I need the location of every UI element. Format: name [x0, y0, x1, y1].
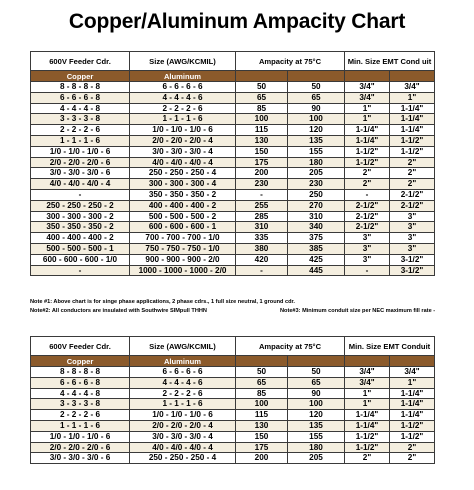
subheader-conduit-copper	[345, 356, 390, 367]
cell-conduit-copper: 3"	[345, 243, 390, 254]
cell-conduit-copper: 3/4"	[345, 367, 390, 378]
cell-ampacity-aluminum: 50	[288, 82, 345, 93]
cell-aluminum-feeder: 900 - 900 - 900 - 2/0	[130, 254, 236, 265]
cell-aluminum-feeder: 500 - 500 - 500 - 2	[130, 211, 236, 222]
table-row	[31, 189, 435, 200]
cell-ampacity-copper: 335	[236, 233, 288, 244]
cell-copper-feeder: 600 - 600 - 600 - 1/0	[31, 254, 130, 265]
cell-ampacity-copper: 130	[236, 135, 288, 146]
subheader-conduit-aluminum	[390, 71, 435, 82]
table-row	[31, 125, 435, 136]
table-row	[31, 82, 435, 93]
subheader-ampacity-copper	[236, 71, 288, 82]
cell-ampacity-aluminum: 90	[288, 103, 345, 114]
cell-aluminum-feeder: 300 - 300 - 300 - 4	[130, 179, 236, 190]
cell-copper-feeder: -	[31, 189, 130, 200]
cell-copper-feeder: 3/0 - 3/0 - 3/0 - 6	[31, 168, 130, 179]
cell-aluminum-feeder: 4/0 - 4/0 - 4/0 - 4	[130, 442, 236, 453]
cell-ampacity-copper: 85	[236, 388, 288, 399]
cell-conduit-copper: 2"	[345, 453, 390, 464]
cell-aluminum-feeder: 250 - 250 - 250 - 4	[130, 168, 236, 179]
cell-conduit-aluminum: 3/4"	[390, 82, 435, 93]
cell-copper-feeder: 1 - 1 - 1 - 6	[31, 420, 130, 431]
note-row-1	[30, 298, 450, 307]
cell-conduit-copper: -	[345, 265, 390, 276]
header-feeder: 600V Feeder Cdr.	[31, 337, 130, 356]
cell-conduit-aluminum: 3-1/2"	[390, 265, 435, 276]
cell-conduit-copper: 1-1/4"	[345, 135, 390, 146]
cell-conduit-copper: 3"	[345, 233, 390, 244]
cell-conduit-copper: 1"	[345, 399, 390, 410]
cell-ampacity-aluminum: 385	[288, 243, 345, 254]
cell-conduit-copper: 3/4"	[345, 92, 390, 103]
cell-ampacity-aluminum: 425	[288, 254, 345, 265]
table-row	[31, 254, 435, 265]
cell-ampacity-copper: 175	[236, 442, 288, 453]
header-conduit: Min. Size EMT Cond uit	[345, 52, 435, 71]
cell-conduit-copper: -	[345, 189, 390, 200]
header-feeder: 600V Feeder Cdr.	[31, 52, 130, 71]
cell-ampacity-copper: 100	[236, 114, 288, 125]
table-row	[31, 367, 435, 378]
cell-copper-feeder: 250 - 250 - 250 - 2	[31, 200, 130, 211]
cell-copper-feeder: 400 - 400 - 400 - 2	[31, 233, 130, 244]
cell-conduit-copper: 2-1/2"	[345, 222, 390, 233]
cell-conduit-copper: 2-1/2"	[345, 200, 390, 211]
cell-copper-feeder: 4 - 4 - 4 - 8	[31, 388, 130, 399]
cell-conduit-copper: 3"	[345, 254, 390, 265]
table-header-row	[31, 337, 435, 356]
cell-conduit-aluminum: 1-1/2"	[390, 431, 435, 442]
table-subheader-row	[31, 356, 435, 367]
table-row	[31, 92, 435, 103]
subheader-ampacity-aluminum	[288, 356, 345, 367]
cell-ampacity-copper: 380	[236, 243, 288, 254]
cell-conduit-copper: 3/4"	[345, 82, 390, 93]
table-row	[31, 243, 435, 254]
cell-ampacity-aluminum: 65	[288, 377, 345, 388]
cell-aluminum-feeder: 2/0 - 2/0 - 2/0 - 4	[130, 420, 236, 431]
cell-aluminum-feeder: 2 - 2 - 2 - 6	[130, 388, 236, 399]
cell-ampacity-aluminum: 135	[288, 420, 345, 431]
cell-aluminum-feeder: 1 - 1 - 1 - 6	[130, 114, 236, 125]
subheader-aluminum: Aluminum	[130, 71, 236, 82]
note-3: Note#3: Minimum conduit size per NEC maximum fill rate -	[280, 308, 436, 314]
cell-copper-feeder: 1/0 - 1/0 - 1/0 - 6	[31, 146, 130, 157]
subheader-copper: Copper	[31, 356, 130, 367]
cell-ampacity-aluminum: 230	[288, 179, 345, 190]
cell-copper-feeder: 1/0 - 1/0 - 1/0 - 6	[31, 431, 130, 442]
cell-conduit-aluminum: 2"	[390, 453, 435, 464]
subheader-ampacity-copper	[236, 356, 288, 367]
cell-conduit-copper: 1-1/4"	[345, 410, 390, 421]
cell-ampacity-aluminum: 375	[288, 233, 345, 244]
cell-copper-feeder: 500 - 500 - 500 - 1	[31, 243, 130, 254]
cell-conduit-aluminum: 1-1/4"	[390, 410, 435, 421]
cell-aluminum-feeder: 400 - 400 - 400 - 2	[130, 200, 236, 211]
page-title: Copper/Aluminum Ampacity Chart	[68, 10, 406, 33]
table-body-top	[31, 82, 435, 276]
cell-aluminum-feeder: 350 - 350 - 350 - 2	[130, 189, 236, 200]
cell-aluminum-feeder: 700 - 700 - 700 - 1/0	[130, 233, 236, 244]
cell-aluminum-feeder: 250 - 250 - 250 - 4	[130, 453, 236, 464]
table-row	[31, 431, 435, 442]
cell-ampacity-aluminum: 270	[288, 200, 345, 211]
cell-ampacity-aluminum: 120	[288, 125, 345, 136]
cell-conduit-aluminum: 3"	[390, 233, 435, 244]
cell-copper-feeder: 4/0 - 4/0 - 4/0 - 4	[31, 179, 130, 190]
cell-conduit-aluminum: 2"	[390, 442, 435, 453]
cell-aluminum-feeder: 1/0 - 1/0 - 1/0 - 6	[130, 125, 236, 136]
cell-ampacity-copper: 175	[236, 157, 288, 168]
table-row	[31, 211, 435, 222]
header-size: Size (AWG/KCMIL)	[130, 52, 236, 71]
table-row	[31, 420, 435, 431]
cell-ampacity-copper: 200	[236, 168, 288, 179]
cell-ampacity-aluminum: 340	[288, 222, 345, 233]
cell-ampacity-copper: 255	[236, 200, 288, 211]
cell-conduit-aluminum: 1-1/2"	[390, 420, 435, 431]
subheader-ampacity-aluminum	[288, 71, 345, 82]
cell-conduit-copper: 1-1/2"	[345, 442, 390, 453]
cell-conduit-aluminum: 1"	[390, 377, 435, 388]
cell-copper-feeder: 1 - 1 - 1 - 6	[31, 135, 130, 146]
cell-copper-feeder: 2 - 2 - 2 - 6	[31, 125, 130, 136]
subheader-conduit-aluminum	[390, 356, 435, 367]
table-row	[31, 410, 435, 421]
cell-ampacity-aluminum: 205	[288, 168, 345, 179]
table-row	[31, 157, 435, 168]
ampacity-table-bottom	[30, 336, 435, 464]
cell-conduit-copper: 1-1/4"	[345, 420, 390, 431]
cell-aluminum-feeder: 2 - 2 - 2 - 6	[130, 103, 236, 114]
cell-ampacity-copper: 285	[236, 211, 288, 222]
cell-copper-feeder: 6 - 6 - 6 - 8	[31, 92, 130, 103]
cell-aluminum-feeder: 4 - 4 - 4 - 6	[130, 92, 236, 103]
cell-ampacity-copper: 130	[236, 420, 288, 431]
cell-copper-feeder: 6 - 6 - 6 - 8	[31, 377, 130, 388]
table-row	[31, 179, 435, 190]
cell-conduit-aluminum: 3"	[390, 243, 435, 254]
cell-aluminum-feeder: 6 - 6 - 6 - 6	[130, 82, 236, 93]
table-row	[31, 442, 435, 453]
cell-conduit-aluminum: 3-1/2"	[390, 254, 435, 265]
cell-conduit-copper: 3/4"	[345, 377, 390, 388]
table-row	[31, 114, 435, 125]
cell-copper-feeder: 2/0 - 2/0 - 2/0 - 6	[31, 442, 130, 453]
cell-conduit-copper: 1"	[345, 388, 390, 399]
table-row	[31, 146, 435, 157]
cell-ampacity-copper: -	[236, 189, 288, 200]
cell-conduit-aluminum: 1-1/2"	[390, 146, 435, 157]
cell-ampacity-aluminum: 205	[288, 453, 345, 464]
cell-ampacity-copper: 200	[236, 453, 288, 464]
cell-conduit-aluminum: 3"	[390, 211, 435, 222]
cell-copper-feeder: 3 - 3 - 3 - 8	[31, 114, 130, 125]
cell-ampacity-copper: 150	[236, 146, 288, 157]
table-row	[31, 103, 435, 114]
cell-aluminum-feeder: 6 - 6 - 6 - 6	[130, 367, 236, 378]
cell-conduit-aluminum: 1-1/4"	[390, 399, 435, 410]
cell-conduit-aluminum: 2"	[390, 179, 435, 190]
cell-ampacity-aluminum: 90	[288, 388, 345, 399]
table-row	[31, 399, 435, 410]
cell-ampacity-aluminum: 100	[288, 399, 345, 410]
cell-copper-feeder: -	[31, 265, 130, 276]
cell-conduit-aluminum: 1"	[390, 92, 435, 103]
cell-ampacity-aluminum: 250	[288, 189, 345, 200]
note-row-2	[30, 307, 450, 316]
cell-aluminum-feeder: 600 - 600 - 600 - 1	[130, 222, 236, 233]
table-row	[31, 453, 435, 464]
cell-ampacity-aluminum: 180	[288, 442, 345, 453]
table-row	[31, 168, 435, 179]
cell-copper-feeder: 300 - 300 - 300 - 2	[31, 211, 130, 222]
table-row	[31, 135, 435, 146]
cell-aluminum-feeder: 1 - 1 - 1 - 6	[130, 399, 236, 410]
table-row	[31, 233, 435, 244]
cell-copper-feeder: 8 - 8 - 8 - 8	[31, 367, 130, 378]
cell-conduit-copper: 2-1/2"	[345, 211, 390, 222]
header-ampacity: Ampacity at 75°C	[236, 52, 345, 71]
table-body-bottom	[31, 367, 435, 464]
cell-ampacity-aluminum: 120	[288, 410, 345, 421]
cell-conduit-aluminum: 2"	[390, 157, 435, 168]
notes-block	[30, 298, 450, 316]
cell-ampacity-aluminum: 310	[288, 211, 345, 222]
table-row	[31, 388, 435, 399]
cell-ampacity-aluminum: 180	[288, 157, 345, 168]
subheader-copper: Copper	[31, 71, 130, 82]
cell-conduit-aluminum: 1-1/4"	[390, 125, 435, 136]
header-conduit: Min. Size EMT Conduit	[345, 337, 435, 356]
cell-ampacity-copper: 50	[236, 82, 288, 93]
cell-ampacity-aluminum: 155	[288, 146, 345, 157]
cell-conduit-aluminum: 1-1/4"	[390, 114, 435, 125]
cell-conduit-copper: 1"	[345, 103, 390, 114]
cell-aluminum-feeder: 1000 - 1000 - 1000 - 2/0	[130, 265, 236, 276]
cell-conduit-copper: 1-1/2"	[345, 146, 390, 157]
cell-ampacity-aluminum: 155	[288, 431, 345, 442]
cell-ampacity-copper: 115	[236, 410, 288, 421]
table-subheader-row	[31, 71, 435, 82]
note-2: Note#2: All conductors are insulated with Southwire SIMpull THHN	[30, 308, 207, 314]
cell-ampacity-aluminum: 445	[288, 265, 345, 276]
cell-conduit-aluminum: 1-1/4"	[390, 103, 435, 114]
cell-ampacity-copper: 150	[236, 431, 288, 442]
cell-conduit-copper: 1-1/2"	[345, 157, 390, 168]
cell-conduit-copper: 1"	[345, 114, 390, 125]
cell-conduit-aluminum: 2-1/2"	[390, 189, 435, 200]
cell-ampacity-copper: 65	[236, 377, 288, 388]
cell-ampacity-aluminum: 65	[288, 92, 345, 103]
cell-aluminum-feeder: 4 - 4 - 4 - 6	[130, 377, 236, 388]
cell-ampacity-aluminum: 100	[288, 114, 345, 125]
cell-aluminum-feeder: 3/0 - 3/0 - 3/0 - 4	[130, 146, 236, 157]
cell-copper-feeder: 350 - 350 - 350 - 2	[31, 222, 130, 233]
cell-ampacity-copper: 85	[236, 103, 288, 114]
cell-conduit-copper: 1-1/2"	[345, 431, 390, 442]
cell-copper-feeder: 3 - 3 - 3 - 8	[31, 399, 130, 410]
cell-ampacity-copper: 230	[236, 179, 288, 190]
cell-conduit-aluminum: 1-1/2"	[390, 135, 435, 146]
subheader-conduit-copper	[345, 71, 390, 82]
cell-aluminum-feeder: 4/0 - 4/0 - 4/0 - 4	[130, 157, 236, 168]
cell-aluminum-feeder: 750 - 750 - 750 - 1/0	[130, 243, 236, 254]
table-row	[31, 222, 435, 233]
cell-copper-feeder: 4 - 4 - 4 - 8	[31, 103, 130, 114]
cell-conduit-copper: 2"	[345, 179, 390, 190]
cell-ampacity-copper: 420	[236, 254, 288, 265]
header-ampacity: Ampacity at 75°C	[236, 337, 345, 356]
table-row	[31, 200, 435, 211]
cell-aluminum-feeder: 1/0 - 1/0 - 1/0 - 6	[130, 410, 236, 421]
table-header-row	[31, 52, 435, 71]
cell-aluminum-feeder: 2/0 - 2/0 - 2/0 - 4	[130, 135, 236, 146]
subheader-aluminum: Aluminum	[130, 356, 236, 367]
cell-conduit-copper: 2"	[345, 168, 390, 179]
cell-conduit-aluminum: 2-1/2"	[390, 200, 435, 211]
cell-conduit-aluminum: 3/4"	[390, 367, 435, 378]
cell-copper-feeder: 3/0 - 3/0 - 3/0 - 6	[31, 453, 130, 464]
cell-ampacity-copper: 115	[236, 125, 288, 136]
cell-aluminum-feeder: 3/0 - 3/0 - 3/0 - 4	[130, 431, 236, 442]
cell-copper-feeder: 2/0 - 2/0 - 2/0 - 6	[31, 157, 130, 168]
header-size: Size (AWG/KCMIL)	[130, 337, 236, 356]
table-row	[31, 377, 435, 388]
ampacity-table-top	[30, 51, 435, 276]
cell-ampacity-copper: 310	[236, 222, 288, 233]
note-1: Note #1: Above chart is for singe phase applications, 2 phase cdrs., 1 full size neutral, 1 ground cdr.	[30, 299, 295, 305]
cell-conduit-aluminum: 2"	[390, 168, 435, 179]
cell-ampacity-aluminum: 135	[288, 135, 345, 146]
cell-conduit-aluminum: 1-1/4"	[390, 388, 435, 399]
cell-ampacity-copper: -	[236, 265, 288, 276]
cell-conduit-copper: 1-1/4"	[345, 125, 390, 136]
cell-ampacity-copper: 65	[236, 92, 288, 103]
table-row	[31, 265, 435, 276]
cell-conduit-aluminum: 3"	[390, 222, 435, 233]
cell-copper-feeder: 2 - 2 - 2 - 6	[31, 410, 130, 421]
cell-copper-feeder: 8 - 8 - 8 - 8	[31, 82, 130, 93]
cell-ampacity-copper: 50	[236, 367, 288, 378]
cell-ampacity-aluminum: 50	[288, 367, 345, 378]
cell-ampacity-copper: 100	[236, 399, 288, 410]
